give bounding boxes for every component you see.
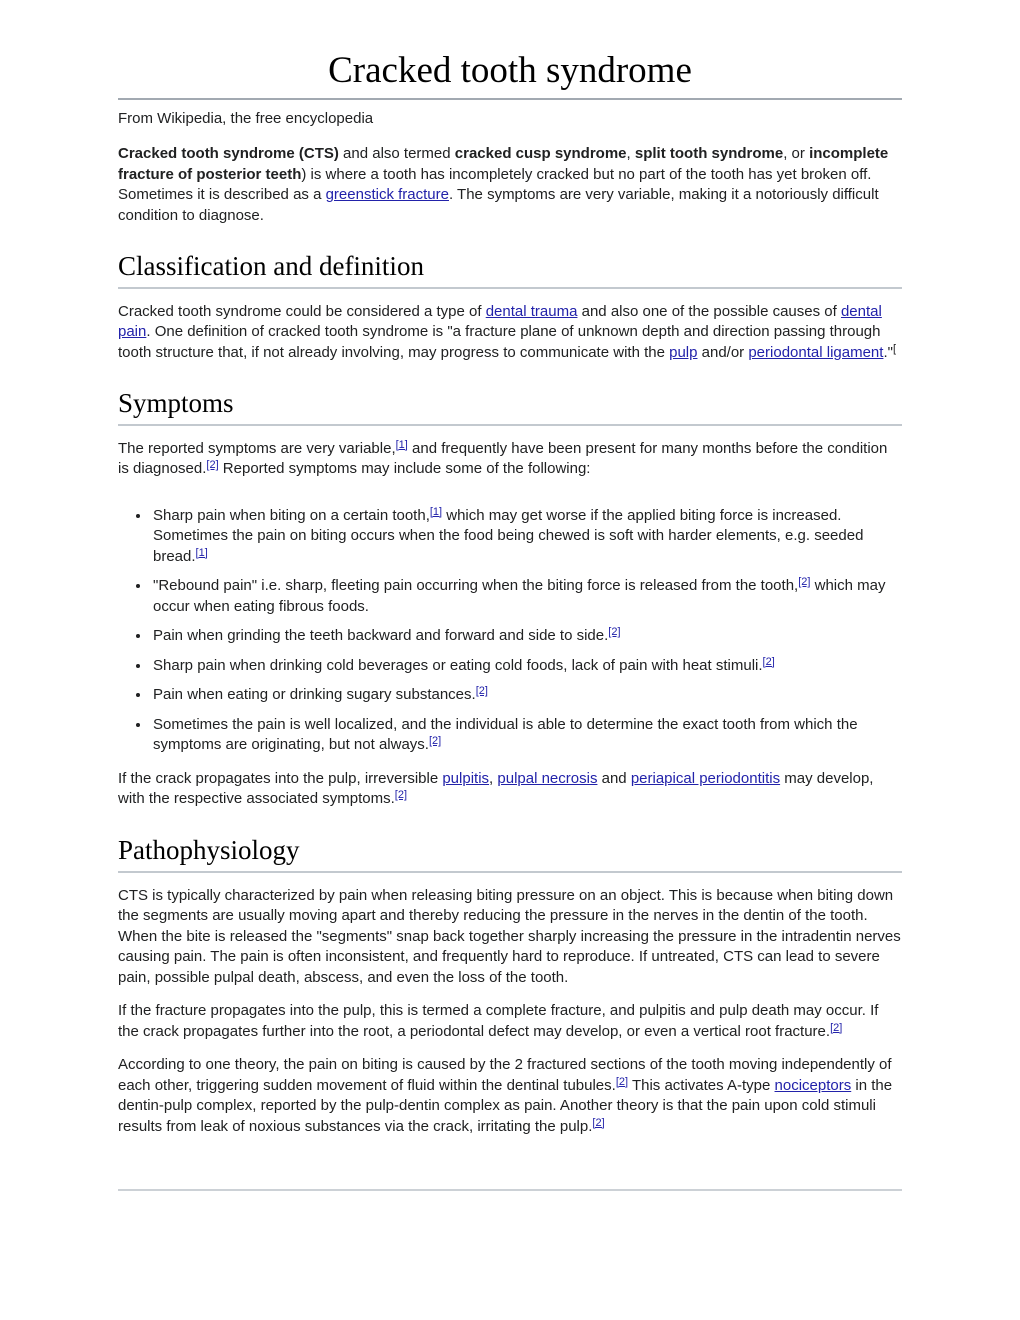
- reference-link[interactable]: [2]: [798, 576, 811, 589]
- text-run: and/or: [697, 343, 749, 361]
- bottom-divider: [118, 1189, 902, 1191]
- text-run: which may get worse if the applied biting force is increased. Sometimes the pain on biting occurs when the food being chewed is soft with harder elements, e.g. seeded bread.: [153, 506, 864, 565]
- article-header: [118, 50, 902, 129]
- text-run: According to one theory, the pain on biting is caused by the 2 fractured sections of the tooth moving independently of each other, triggering sudden movement of fluid within the dentinal tubules.: [118, 1056, 892, 1094]
- reference-link[interactable]: [2]: [615, 1075, 629, 1088]
- paragraph: [118, 439, 902, 480]
- text-run: Sharp pain when drinking cold beverages or eating cold foods, lack of pain with heat stimuli.: [153, 656, 763, 674]
- text-run: . The symptoms are very variable, making it a notoriously difficult condition to diagnose.: [118, 186, 879, 224]
- symptom-item: [151, 656, 902, 677]
- text-run: may develop, with the respective associated symptoms.: [118, 769, 874, 808]
- symptom-item: [151, 685, 902, 706]
- bold-text: cracked cusp syndrome: [454, 145, 627, 163]
- text-run: The reported symptoms are very variable,: [118, 439, 396, 457]
- note-marker: [: [892, 342, 896, 355]
- wiki-link[interactable]: dental pain: [118, 302, 882, 341]
- text-run: , or: [783, 145, 810, 163]
- text-run: .": [883, 343, 893, 361]
- symptom-item: [151, 626, 902, 647]
- section-heading: Pathophysiology: [118, 836, 902, 873]
- paragraph: [118, 886, 902, 989]
- text-run: ,: [626, 145, 635, 163]
- wiki-link[interactable]: periodontal ligament: [748, 343, 884, 361]
- paragraph: [118, 302, 902, 364]
- text-run: Reported symptoms may include some of the following:: [218, 460, 591, 478]
- reference-link[interactable]: [2]: [394, 789, 408, 802]
- section-heading: Classification and definition: [118, 252, 902, 289]
- text-run: Pain when grinding the teeth backward and forward and side to side.: [153, 627, 609, 645]
- section-heading: Symptoms: [118, 389, 902, 426]
- paragraph: [118, 1001, 902, 1042]
- bold-text: Cracked tooth syndrome (CTS): [118, 145, 339, 163]
- text-run: in the dentin-pulp complex, reported by the pulp-dentin complex as pain. Another theory is that the pain upon cold stimuli results from leak of noxious substances via the crack, irritating the pulp.: [118, 1076, 893, 1135]
- text-run: CTS is typically characterized by pain when releasing biting pressure on an object. This is because when biting down the segments are usually moving apart and thereby reducing the pressure in the nerves in the dentin of the tooth. When the bite is released the "segments" snap back together sharply increasing the pressure in the intradentin nerves causing pain. The pain is often inconsistent, and frequently hard to reproduce. If untreated, CTS can lead to severe pain, possible pulpal death, abscess, and even the loss of the tooth.: [118, 886, 901, 986]
- bold-text: split tooth syndrome: [634, 145, 784, 163]
- text-run: and also termed: [338, 145, 455, 163]
- text-run: "Rebound pain" i.e. sharp, fleeting pain occurring when the biting force is released from the tooth,: [153, 577, 799, 595]
- symptom-list: [118, 506, 902, 756]
- symptom-item: [151, 506, 902, 568]
- text-run: This activates A-type: [628, 1076, 775, 1094]
- reference-link[interactable]: [1]: [195, 546, 208, 559]
- reference-link[interactable]: [2]: [428, 735, 442, 748]
- paragraph: [118, 1055, 902, 1137]
- text-run: ,: [489, 769, 498, 787]
- reference-link[interactable]: [1]: [429, 505, 443, 518]
- text-run: Cracked tooth syndrome could be considered a type of: [118, 302, 486, 320]
- reference-link[interactable]: [2]: [475, 685, 488, 698]
- wiki-link[interactable]: pulp: [669, 343, 698, 361]
- wiki-link[interactable]: pulpal necrosis: [497, 769, 598, 787]
- text-run: ) is where a tooth has incompletely cracked but no part of the tooth has yet broken off. Sometimes it is described as a: [118, 165, 872, 204]
- wiki-link[interactable]: greenstick fracture: [325, 186, 449, 204]
- paragraph: [118, 144, 902, 226]
- wiki-link[interactable]: nociceptors: [774, 1076, 852, 1094]
- wiki-link[interactable]: pulpitis: [442, 769, 490, 787]
- article-title: Cracked tooth syndrome: [118, 50, 902, 100]
- text-run: Sharp pain when biting on a certain tooth,: [153, 506, 430, 524]
- wiki-link[interactable]: periapical periodontitis: [630, 769, 781, 787]
- site-tagline: From Wikipedia, the free encyclopedia: [118, 109, 374, 127]
- reference-link[interactable]: [2]: [830, 1021, 843, 1034]
- wiki-link[interactable]: dental trauma: [485, 302, 578, 320]
- text-run: . One definition of cracked tooth syndrome is "a fracture plane of unknown depth and direction passing through tooth structure that, if not already involving, may progress to communicate with the: [118, 323, 881, 361]
- text-run: and frequently have been present for many months before the condition is diagnosed.: [118, 439, 888, 478]
- text-run: Sometimes the pain is well localized, and the individual is able to determine the exact tooth from which the symptoms are originating, but not always.: [153, 715, 858, 754]
- paragraph: [118, 769, 902, 810]
- symptom-item: [151, 715, 902, 756]
- reference-link[interactable]: [2]: [762, 655, 775, 668]
- text-run: which may occur when eating fibrous foods.: [153, 577, 886, 615]
- reference-link[interactable]: [2]: [206, 459, 219, 472]
- reference-link[interactable]: [2]: [592, 1116, 605, 1129]
- bold-text: incomplete fracture of posterior teeth: [118, 145, 889, 183]
- text-run: Pain when eating or drinking sugary substances.: [153, 686, 476, 704]
- article-body: [118, 144, 902, 1191]
- text-run: and: [597, 769, 631, 787]
- reference-link[interactable]: [2]: [608, 626, 621, 639]
- text-run: If the crack propagates into the pulp, irreversible: [118, 769, 443, 787]
- symptom-item: [151, 576, 902, 617]
- text-run: and also one of the possible causes of: [577, 302, 841, 320]
- text-run: If the fracture propagates into the pulp, this is termed a complete fracture, and pulpitis and pulp death may occur. If the crack propagates further into the root, a periodontal defect may develop, or even a vertical root fracture.: [118, 1002, 879, 1040]
- reference-link[interactable]: [1]: [395, 438, 408, 451]
